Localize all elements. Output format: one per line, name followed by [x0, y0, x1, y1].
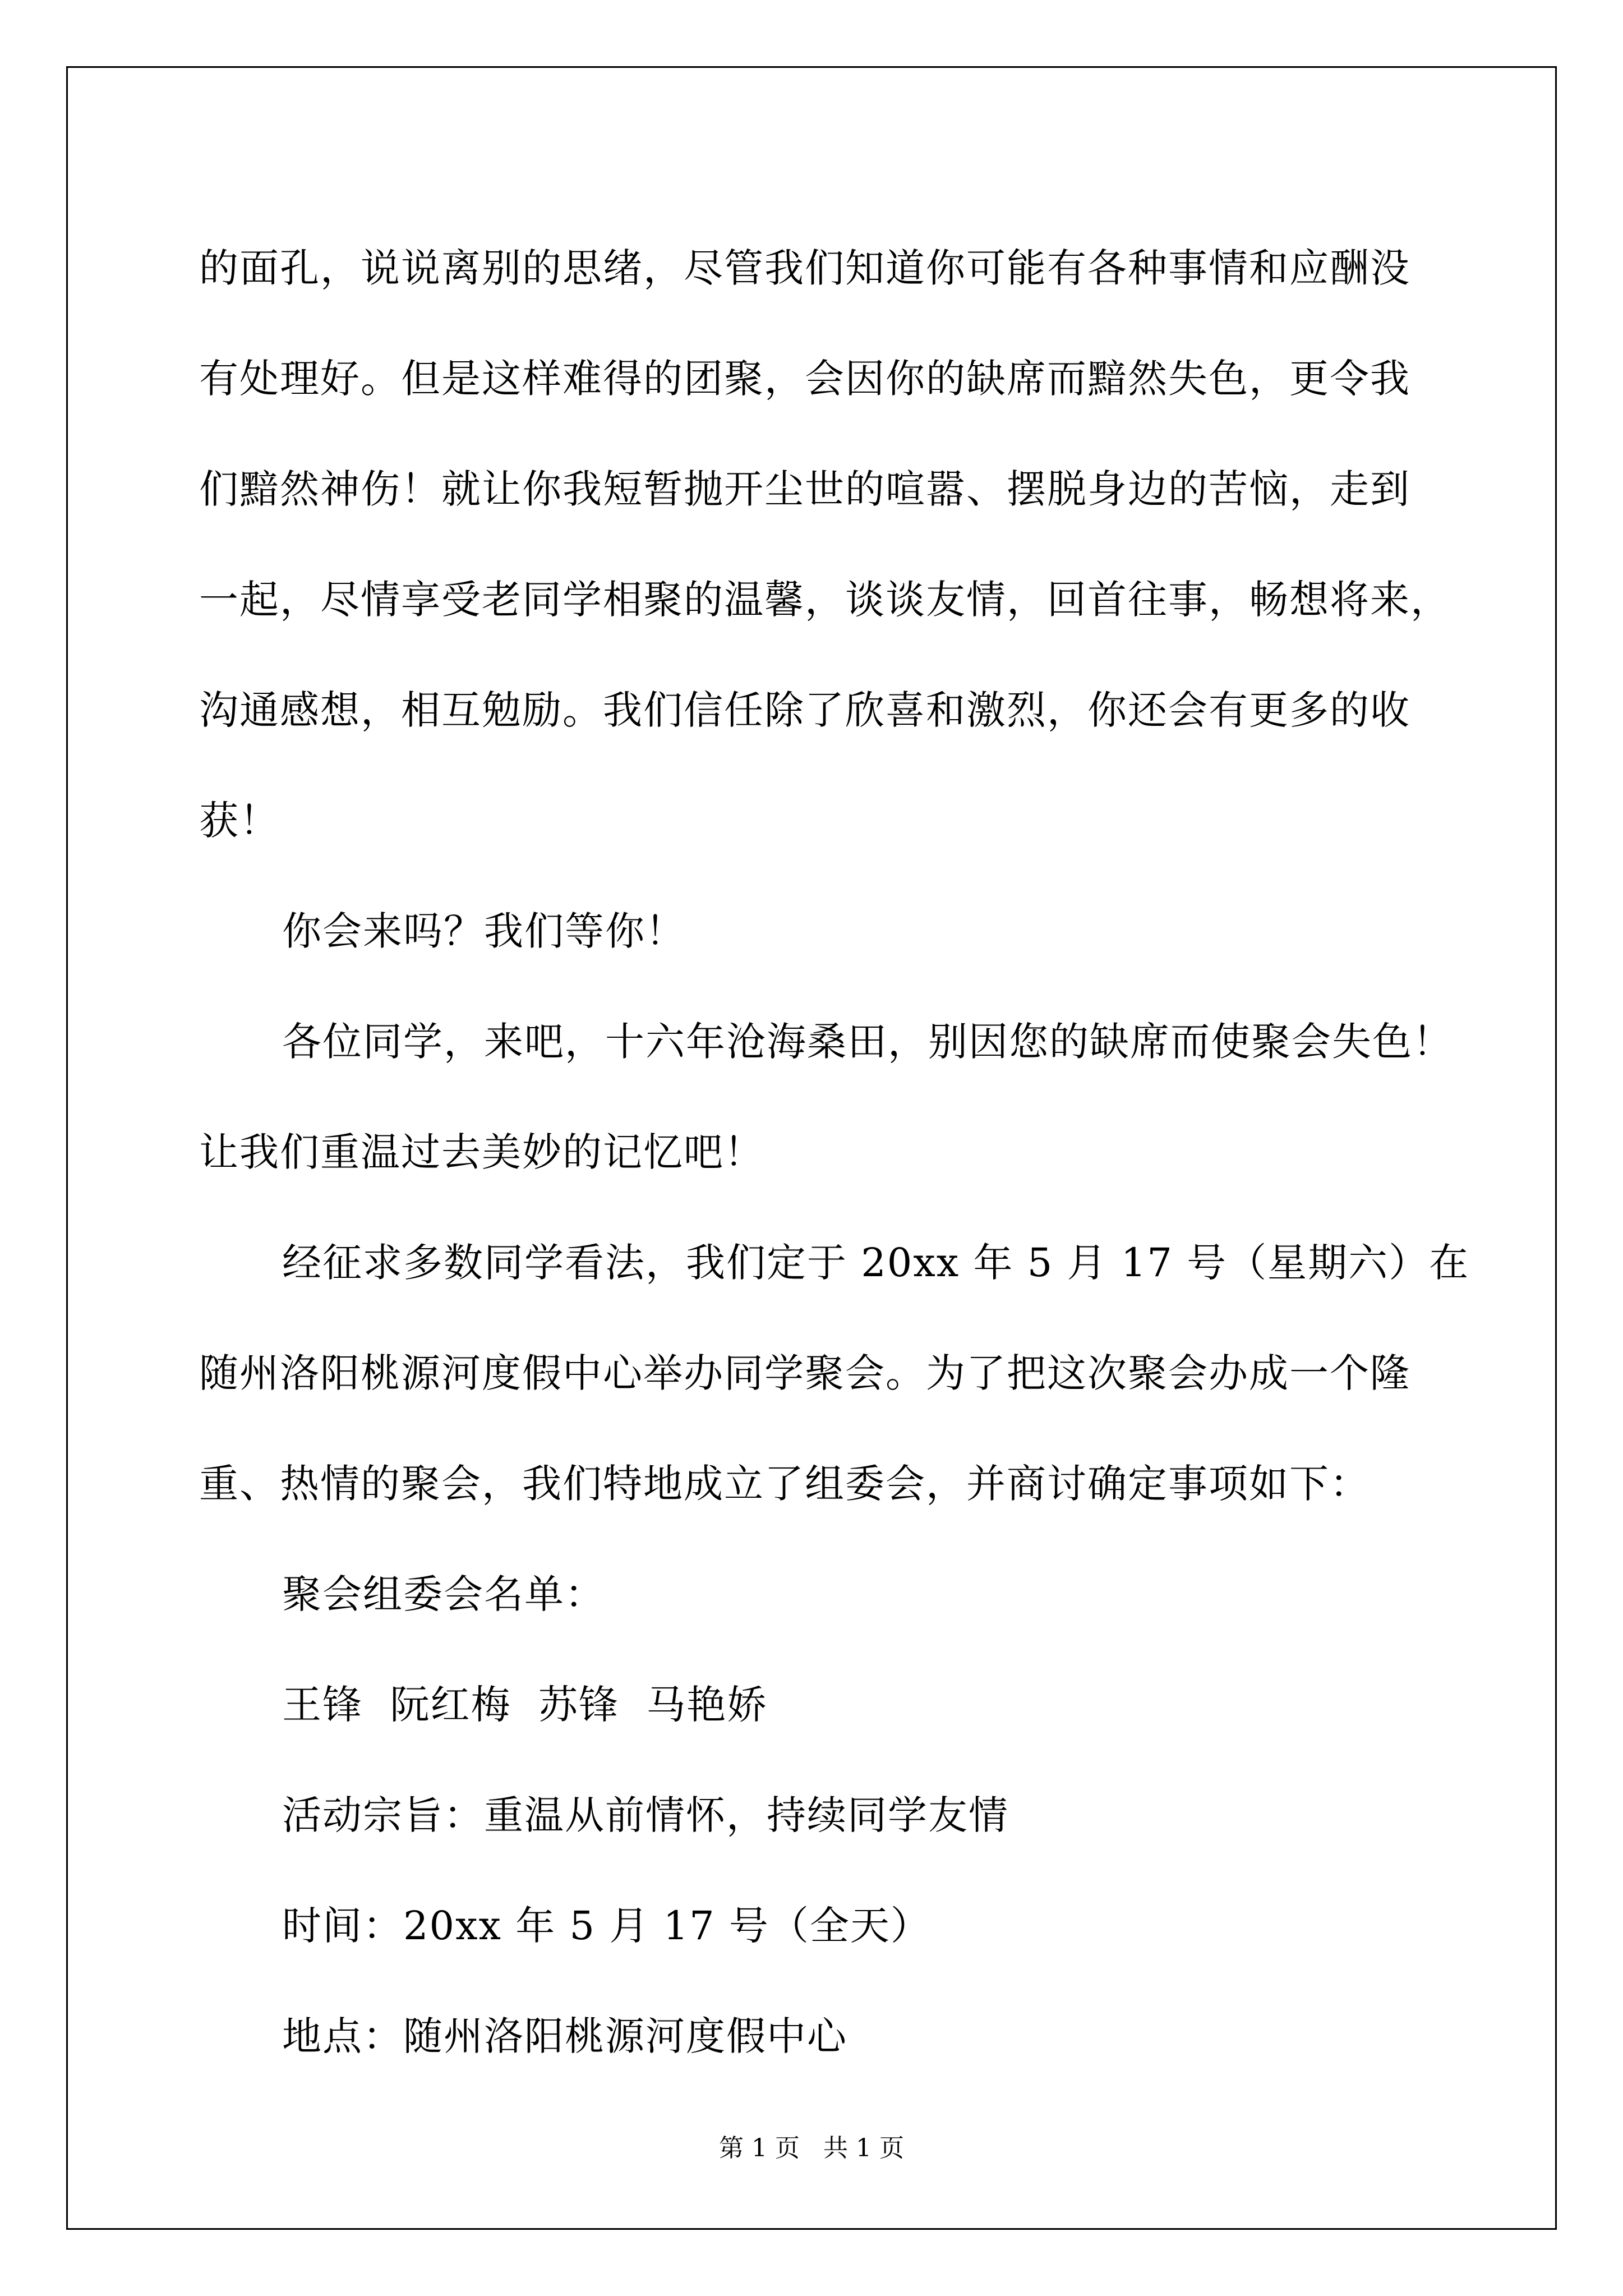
paragraph-line: 让我们重温过去美妙的记忆吧！ [199, 1129, 764, 1175]
paragraph-line: 的面孔，说说离别的思绪，尽管我们知道你可能有各种事情和应酬没 [199, 245, 1410, 291]
paragraph-line: 一起，尽情享受老同学相聚的温馨，谈谈友情，回首往事，畅想将来， [199, 577, 1451, 623]
paragraph-line: 各位同学，来吧，十六年沧海桑田，别因您的缺席而使聚会失色！ [282, 1019, 1453, 1065]
paragraph-line: 重、热情的聚会，我们特地成立了组委会，并商讨确定事项如下： [199, 1461, 1370, 1507]
paragraph-line: 们黯然神伤！就让你我短暂抛开尘世的喧嚣、摆脱身边的苦恼，走到 [199, 466, 1410, 512]
paragraph-line: 经征求多数同学看法，我们定于 20xx 年 5 月 17 号（星期六）在 [282, 1240, 1470, 1286]
committee-heading: 聚会组委会名单： [282, 1571, 605, 1617]
paragraph-line: 沟通感想，相互勉励。我们信任除了欣喜和激烈，你还会有更多的收 [199, 687, 1410, 733]
paragraph-line: 有处理好。但是这样难得的团聚，会因你的缺席而黯然失色，更令我 [199, 356, 1410, 402]
committee-members: 王锋 阮红梅 苏锋 马艳娇 [282, 1682, 768, 1728]
event-purpose: 活动宗旨：重温从前情怀，持续同学友情 [282, 1792, 1009, 1838]
paragraph-line: 你会来吗？我们等你！ [282, 908, 686, 954]
document-body [199, 213, 1470, 2092]
page-number-footer: 第 1 页 共 1 页 [719, 2134, 904, 2162]
paragraph-line: 获！ [199, 798, 280, 844]
event-time: 时间：20xx 年 5 月 17 号（全天） [282, 1903, 931, 1949]
event-location: 地点：随州洛阳桃源河度假中心 [282, 2013, 847, 2059]
paragraph-line: 随州洛阳桃源河度假中心举办同学聚会。为了把这次聚会办成一个隆 [199, 1350, 1410, 1396]
